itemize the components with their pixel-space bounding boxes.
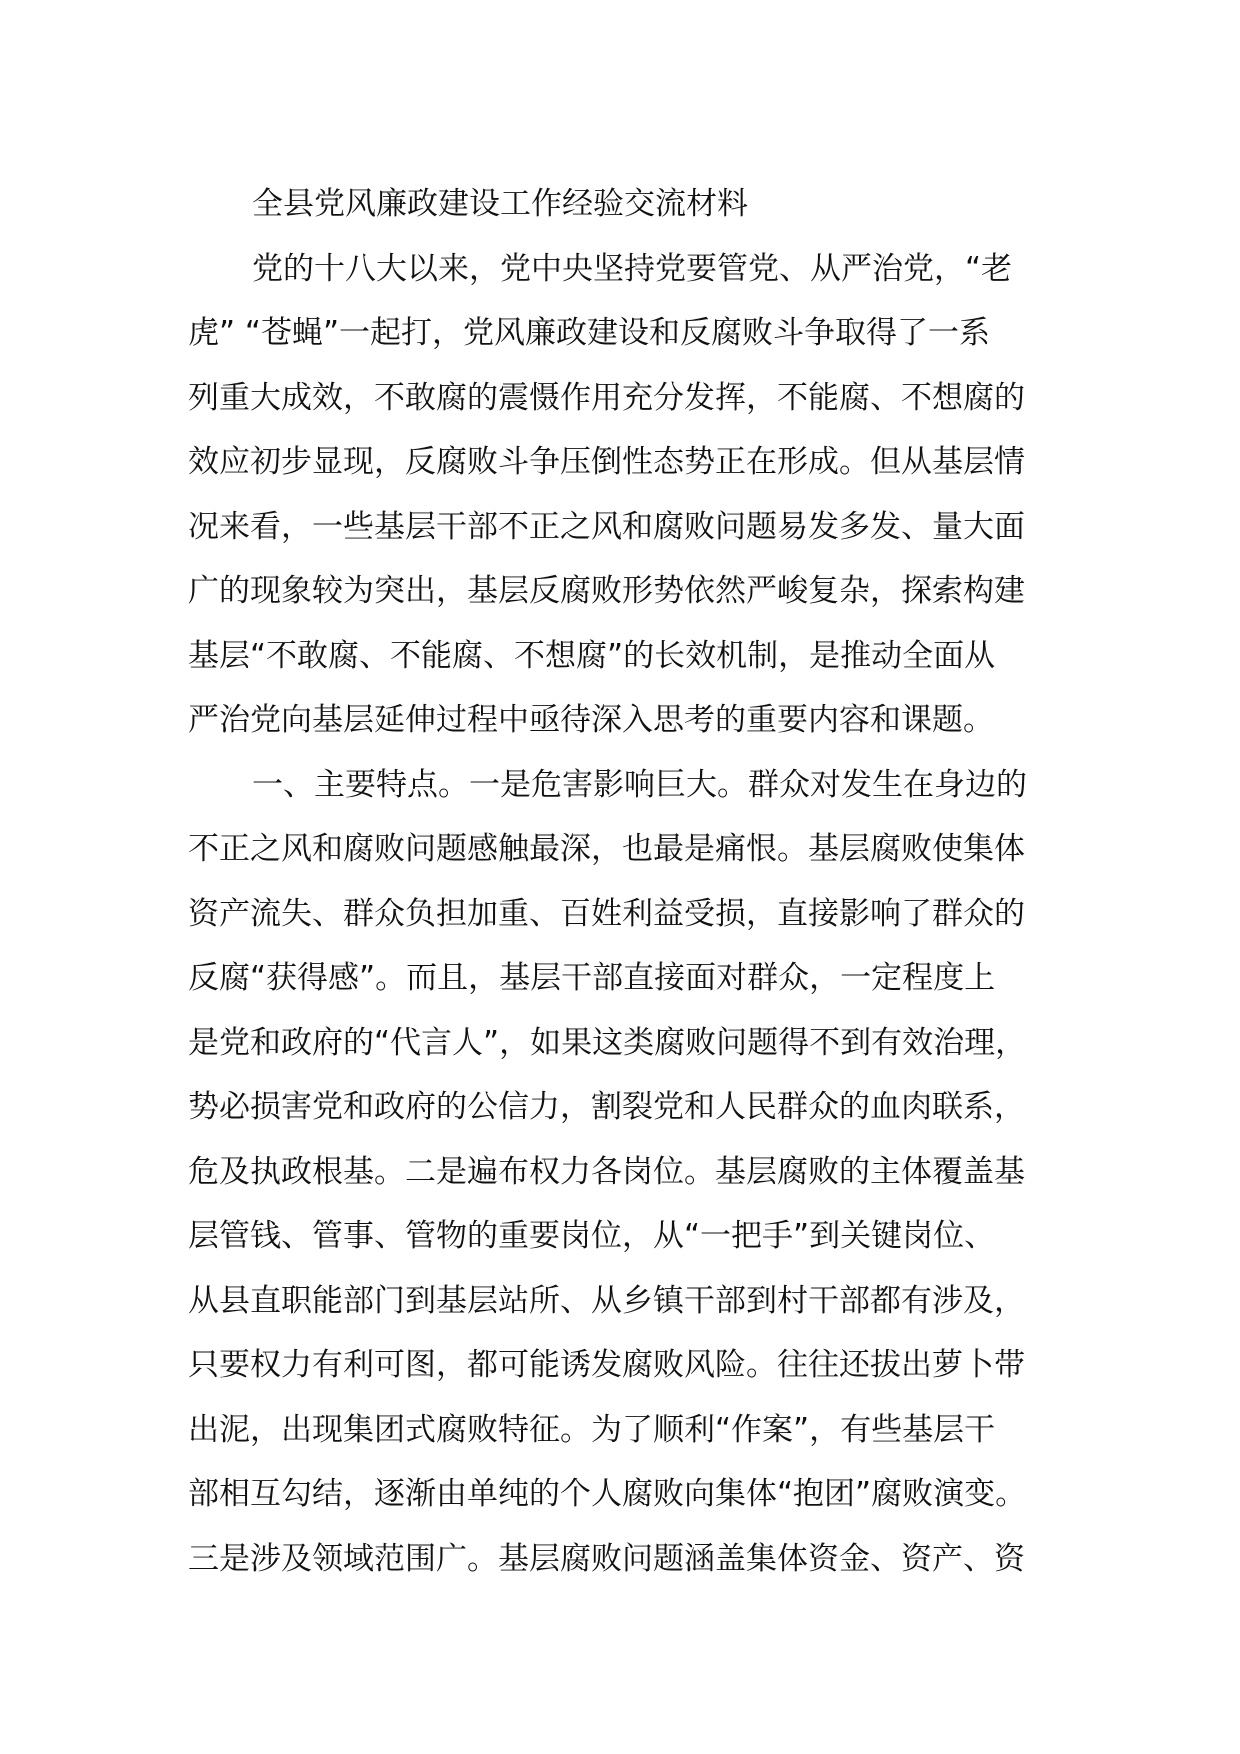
text-line: 不正之风和腐败问题感触最深，也最是痛恨。基层腐败使集体 <box>188 831 1025 867</box>
text-line: 基层“不敢腐、不能腐、不想腐”的长效机制，是推动全面从 <box>188 637 996 674</box>
text-line: 层管钱、管事、管物的重要岗位，从“一把手”到关键岗位、 <box>188 1218 996 1254</box>
paragraph-main-features <box>188 753 1064 1592</box>
text-line: 一、主要特点。一是危害影响巨大。群众对发生在身边的 <box>252 766 1027 803</box>
text-line: 势必损害党和政府的公信力，割裂党和人民群众的血肉联系， <box>188 1089 1025 1125</box>
document-title: 全县党风廉政建设工作经验交流材料 <box>252 186 748 222</box>
text-line: 反腐“获得感”。而且，基层干部直接面对群众，一定程度上 <box>188 960 996 996</box>
text-line: 从县直职能部门到基层站所、从乡镇干部到村干部都有涉及， <box>188 1282 1025 1319</box>
paragraph-intro <box>188 237 1064 753</box>
text-line: 只要权力有利可图，都可能诱发腐败风险。往往还拔出萝卜带 <box>188 1347 1025 1383</box>
document-body <box>188 172 1064 1591</box>
text-line: 虎” “苍蝇”一起打，党风廉政建设和反腐败斗争取得了一系 <box>188 315 991 351</box>
text-line: 资产流失、群众负担加重、百姓利益受损，直接影响了群众的 <box>188 895 1025 932</box>
text-line: 部相互勾结，逐渐由单纯的个人腐败向集体“抱团”腐败演变。 <box>188 1476 1027 1512</box>
text-line: 况来看，一些基层干部不正之风和腐败问题易发多发、量大面 <box>188 508 1025 545</box>
text-line: 效应初步显现，反腐败斗争压倒性态势正在形成。但从基层情 <box>188 444 1025 480</box>
text-line: 是党和政府的“代言人”，如果这类腐败问题得不到有效治理， <box>188 1024 1027 1061</box>
text-line: 出泥，出现集团式腐败特征。为了顺利“作案”，有些基层干 <box>188 1411 996 1448</box>
text-line: 严治党向基层延伸过程中亟待深入思考的重要内容和课题。 <box>188 702 994 738</box>
text-line: 广的现象较为突出，基层反腐败形势依然严峻复杂，探索构建 <box>188 573 1025 609</box>
text-line: 列重大成效，不敢腐的震慑作用充分发挥，不能腐、不想腐的 <box>188 379 1025 416</box>
text-line: 党的十八大以来，党中央坚持党要管党、从严治党，“老 <box>252 250 1013 287</box>
text-line: 危及执政根基。二是遍布权力各岗位。基层腐败的主体覆盖基 <box>188 1153 1025 1190</box>
text-line: 三是涉及领域范围广。基层腐败问题涵盖集体资金、资产、资 <box>188 1540 1025 1577</box>
